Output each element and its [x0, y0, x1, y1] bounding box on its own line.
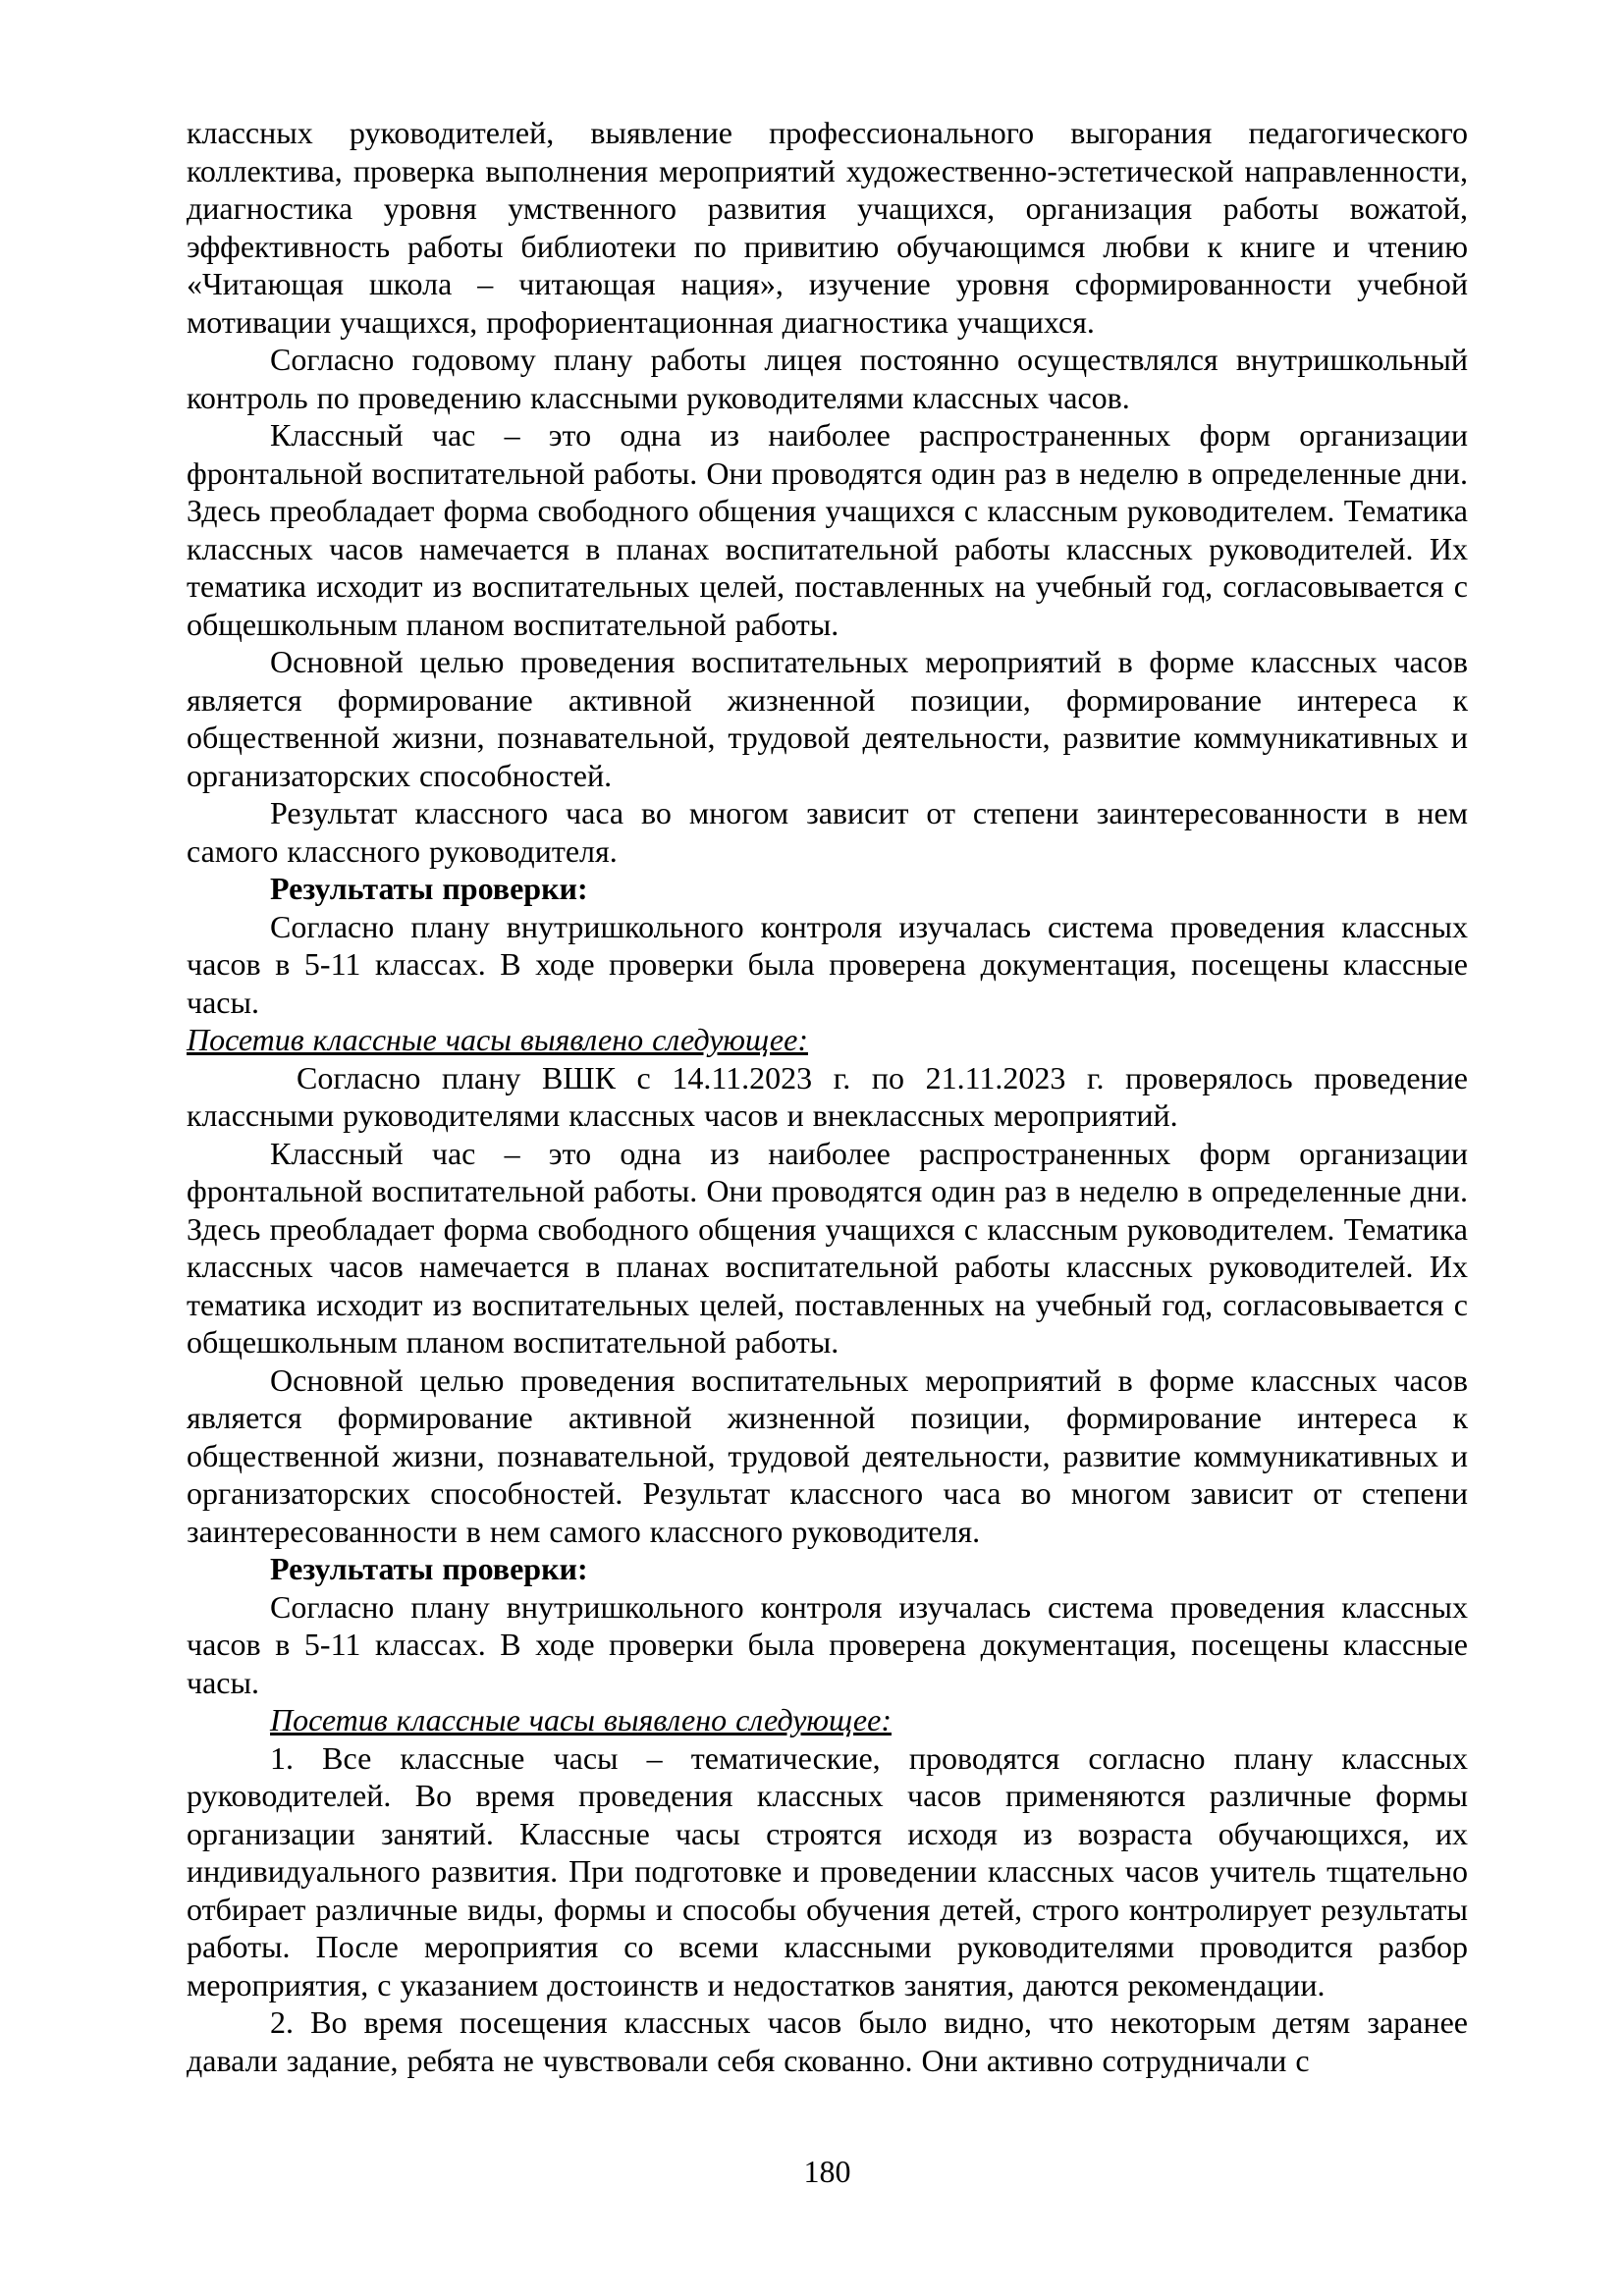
paragraph-inspection-scope-2: Согласно плану внутришкольного контроля изучалась система проведения классных часов в 5-11 классах. В ходе проверки была проверена документация, посещены классные часы. — [187, 1588, 1468, 1700]
paragraph-class-hour-result: Результат классного часа во многом зависит от степени заинтересованности в нем самого классного руководителя. — [187, 795, 1468, 869]
paragraph-class-hour-definition-2: Классный час – это одна из наиболее распространенных форм организации фронтальной воспитательной работы. Они проводятся один раз в неделю в определенные дни. Здесь преобладает форма свободного общения учащихся с классным руководителем. Тематика классных часов намечается в планах воспитательной работы классных руководителей. Их тематика исходит из воспитательных целей, поставленных на учебный год, согласовывается с общешкольным планом воспитательной работы. — [187, 1135, 1468, 1360]
paragraph-inspection-scope-1: Согласно плану внутришкольного контроля изучалась система проведения классных часов в 5-11 классах. В ходе проверки была проверена документация, посещены классные часы. — [187, 908, 1468, 1020]
paragraph-finding-1: 1. Все классные часы – тематические, проводятся согласно плану классных руководителей. Во время проведения классных часов применяются различные формы организации занятий. Классные часы строятся исходя из возраста обучающихся, их индивидуального развития. При подготовке и проведении классных часов учитель тщательно отбирает различные виды, формы и способы обучения детей, строго контролирует результаты работы. После мероприятия со всеми классными руководителями проводится разбор мероприятия, с указанием достоинств и недостатков занятия, даются рекомендации. — [187, 1739, 1468, 2002]
subheading-visited-class-hours-2: Посетив классные часы выявлено следующее: — [270, 1702, 892, 1737]
paragraph-main-goal-2: Основной целью проведения воспитательных мероприятий в форме классных часов является формирование активной жизненной позиции, формирование интереса к общественной жизни, познавательной, трудовой деятельности, развитие коммуникативных и организаторских способностей. Результат классного часа во многом зависит от степени заинтересованности в нем самого классного руководителя. — [187, 1362, 1468, 1549]
paragraph-finding-2: 2. Во время посещения классных часов было видно, что некоторым детям заранее давали задание, ребята не чувствовали себя скованно. Они активно сотрудничали с — [187, 2004, 1468, 2078]
heading-inspection-results-2: Результаты проверки: — [270, 1551, 588, 1586]
paragraph-class-hour-definition-1: Классный час – это одна из наиболее распространенных форм организации фронтальной воспитательной работы. Они проводятся один раз в неделю в определенные дни. Здесь преобладает форма свободного общения учащихся с классным руководителем. Тематика классных часов намечается в планах воспитательной работы классных руководителей. Их тематика исходит из воспитательных целей, поставленных на учебный год, согласовывается с общешкольным планом воспитательной работы. — [187, 417, 1468, 642]
paragraph-vr-directions-continuation: классных руководителей, выявление профессионального выгорания педагогического коллектива, проверка выполнения мероприятий художественно-эстетической направленности, диагностика уровня умственного развития учащихся, организация работы вожатой, эффективность работы библиотеки по привитию обучающимся любви к книге и чтению «Читающая школа – читающая нация», изучение уровня сформированности учебной мотивации учащихся, профориентационная диагностика учащихся. — [187, 115, 1468, 340]
page-number: 180 — [803, 2154, 851, 2189]
paragraph-annual-plan-control: Согласно годовому плану работы лицея постоянно осуществлялся внутришкольный контроль по проведению классными руководителями классных часов. — [187, 342, 1468, 415]
paragraph-main-goal-1: Основной целью проведения воспитательных мероприятий в форме классных часов является формирование активной жизненной позиции, формирование интереса к общественной жизни, познавательной, трудовой деятельности, развитие коммуникативных и организаторских способностей. — [187, 644, 1468, 793]
heading-inspection-results-1: Результаты проверки: — [270, 871, 588, 906]
paragraph-vshk-dates: Согласно плану ВШК с 14.11.2023 г. по 21.11.2023 г. проверялось проведение классными руководителями классных часов и внеклассных мероприятий. — [187, 1059, 1468, 1133]
subheading-visited-class-hours-1: Посетив классные часы выявлено следующее: — [187, 1022, 808, 1057]
